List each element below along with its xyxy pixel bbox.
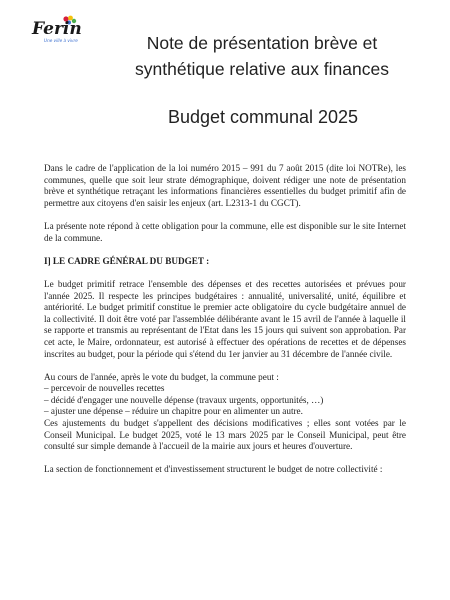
list-item: – ajuster une dépense – réduire un chapitre pour en alimenter un autre. bbox=[44, 406, 303, 417]
list-item: – décidé d'engager une nouvelle dépense (travaux urgents, opportunités, …) bbox=[44, 394, 324, 405]
document-body bbox=[44, 163, 406, 476]
modification-list bbox=[44, 383, 406, 418]
adjustments-paragraph: Ces ajustements du budget s'appellent des décisions modificatives ; elles sont votées par le Conseil Municipal. Le budget 2025, voté le 13 mars 2025 par le Conseil Municipal, peut être consulté sur simple demande à l'accueil de la mairie aux jours et heures d'ouverture. bbox=[44, 418, 406, 452]
ferin-logo bbox=[30, 14, 82, 46]
list-item: – percevoir de nouvelles recettes bbox=[44, 383, 165, 394]
budget-subtitle: Budget communal 2025 bbox=[167, 107, 359, 127]
section-heading-cadre-general: I] LE CADRE GÉNÉRAL DU BUDGET : bbox=[44, 255, 210, 266]
page-title bbox=[92, 30, 432, 82]
title-line-2: synthétique relative aux finances bbox=[135, 59, 389, 79]
obligation-paragraph: La présente note répond à cette obligation pour la commune, elle est disponible sur le site Internet de la commune. bbox=[44, 220, 406, 243]
title-line-1: Note de présentation brève et bbox=[146, 33, 378, 53]
intro-paragraph: Dans le cadre de l'application de la loi numéro 2015 – 991 du 7 août 2015 (dite loi NOTRe), les communes, quelle que soit leur strate démographique, doivent rédiger une note de présentation brève et synthétique retraçant les informations financières essentielles du budget primitif afin de permettre aux citoyens d'en saisir les enjeux (art. L2313-1 du CGCT). bbox=[44, 163, 406, 208]
list-intro: Au cours de l'année, après le vote du budget, la commune peut : bbox=[44, 371, 279, 382]
budget-primitif-paragraph: Le budget primitif retrace l'ensemble des dépenses et des recettes autorisées et prévues pour l'année 2025. Il respecte les principes budgétaires : annualité, universalité, unité, équilibre et antériorité. Le budget primitif constitue le premier acte obligatoire du cycle budgétaire annuel de la collectivité. Il doit être voté par l'assemblée délibérante avant le 15 avril de l'année à laquelle il se rapporte et transmis au représentant de l'Etat dans les 15 jours qui suivent son approbation. Par cet acte, le Maire, ordonnateur, est autorisé à effectuer des opérations de recettes et de dépenses inscrites au budget, pour la période qui s'étend du 1er janvier au 31 décembre de l'année civile. bbox=[44, 278, 406, 359]
closing-paragraph: La section de fonctionnement et d'investissement structurent le budget de notre collectivité : bbox=[44, 464, 383, 475]
logo-wordmark: Ferin bbox=[32, 19, 82, 39]
logo-tagline: Une ville à vivre bbox=[44, 38, 78, 43]
